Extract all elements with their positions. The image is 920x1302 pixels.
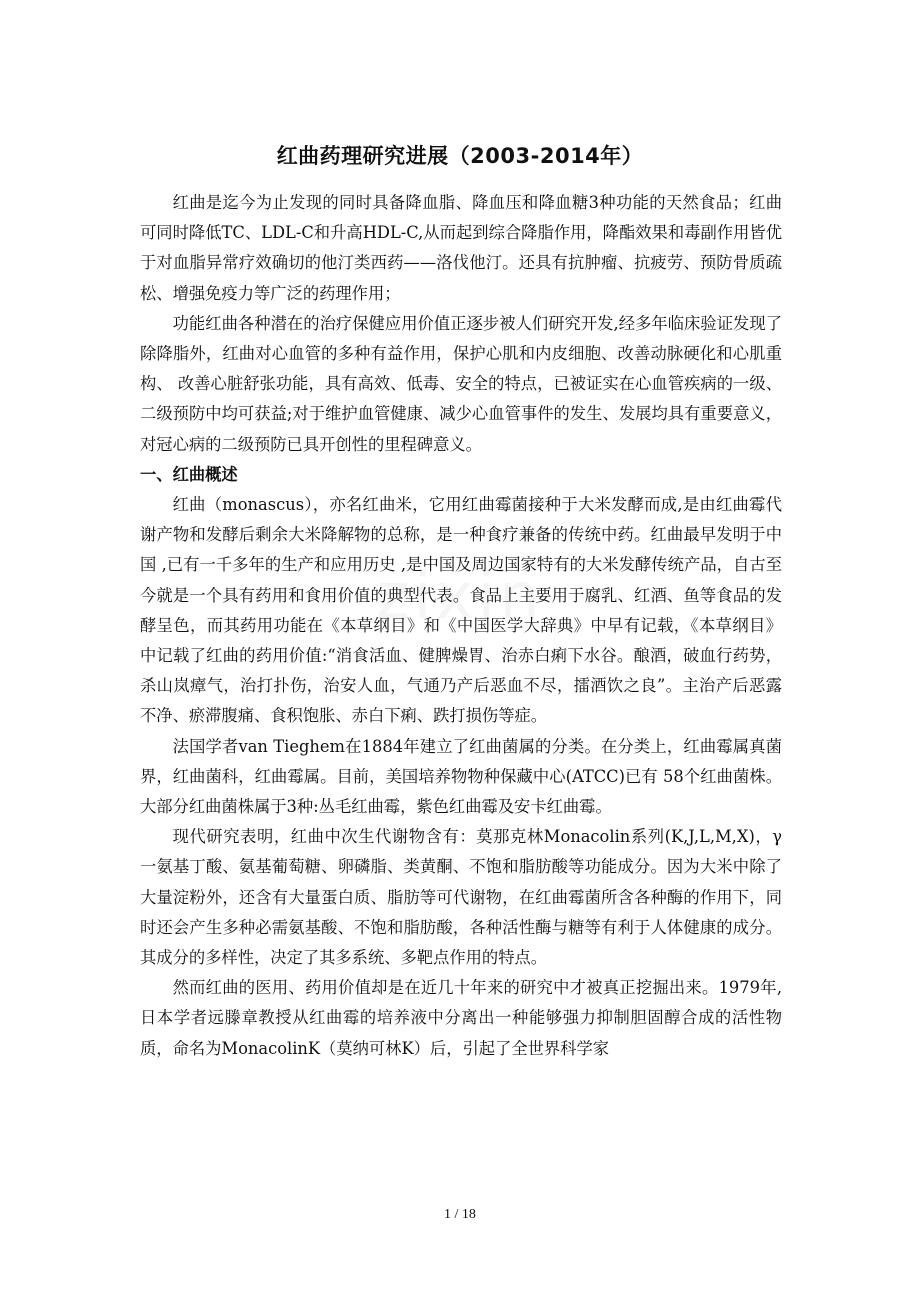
paragraph-intro-2: 功能红曲各种潜在的治疗保健应用价值正逐步被人们研究开发,经多年临床验证发现了除降脂外，红曲对心血管的多种有益作用，保护心肌和内皮细胞、改善动脉硬化和心肌重构、 改善心脏舒张功能，具有高效、低毒、安全的特点，已被证实在心血管疾病的一级、二级预防中均可获益;对于维护血管健康、减少心血管事件的发生、发展均具有重要意义，对冠心病的二级预防已具开创性的里程碑意义。 <box>140 313 782 454</box>
document-title: 红曲药理研究进展（2003-2014年） <box>276 144 644 168</box>
page-number: 1 / 18 <box>444 1207 476 1222</box>
paragraph-section-2: 法国学者van Tieghem在1884年建立了红曲菌属的分类。在分类上，红曲霉属真菌界，红曲菌科，红曲霉属。目前，美国培养物物种保藏中心(ATCC)已有 58个红曲菌株。大部分红曲菌株属于3种:丛毛红曲霉，紫色红曲霉及安卡红曲霉。 <box>140 736 782 817</box>
paragraph-section-4: 然而红曲的医用、药用价值却是在近几十年来的研究中才被真正挖掘出来。1979年,日本学者远滕章教授从红曲霉的培养液中分离出一种能够强力抑制胆固醇合成的活性物质，命名为MonacolinK（莫纳可林K）后，引起了全世界科学家 <box>140 978 782 1058</box>
paragraph-intro-1: 红曲是迄今为止发现的同时具备降血脂、降血压和降血糖3种功能的天然食品；红曲可同时降低TC、LDL-C和升高HDL-C,从而起到综合降脂作用，降酯效果和毒副作用皆优于对血脂异常疗效确切的他汀类西药——洛伐他汀。还具有抗肿瘤、抗疲劳、预防骨质疏松、增强免疫力等广泛的药理作用； <box>140 193 782 303</box>
section-heading: 一、红曲概述 <box>140 464 238 484</box>
paragraph-section-3: 现代研究表明，红曲中次生代谢物含有：莫那克林Monacolin系列(K,J,L,M,X)，γ一氨基丁酸、氨基葡萄糖、卵磷脂、类黄酮、不饱和脂肪酸等功能成分。因为大米中除了大量淀粉外，还含有大量蛋白质、脂肪等可代谢物，在红曲霉菌所含各种酶的作用下，同时还会产生多种必需氨基酸、不饱和脂肪酸，各种活性酶与糖等有利于人体健康的成分。其成分的多样性，决定了其多系统、多靶点作用的特点。 <box>140 827 782 968</box>
document-body <box>140 188 782 1064</box>
paragraph-section-1: 红曲（monascus），亦名红曲米，它用红曲霉菌接种于大米发酵而成,是由红曲霉代谢产物和发酵后剩余大米降解物的总称，是一种食疗兼备的传统中药。红曲最早发明于中国 ,已有一千多年的生产和应用历史 ,是中国及周边国家特有的大米发酵传统产品，自古至今就是一个具有药用和食用价值的典型代表。食品上主要用于腐乳、红酒、鱼等食品的发酵呈色，而其药用功能在《本草纲目》和《中国医学大辞典》中早有记载，《本草纲目》中记载了红曲的药用价值:“消食活血、健脾燥胃、治赤白痢下水谷。酿酒，破血行药势，杀山岚瘴气，治打扑伤，治安人血，气通乃产后恶血不尽，擂酒饮之良”。主治产后恶露不净、瘀滞腹痛、食积饱胀、赤白下痢、跌打损伤等症。 <box>140 495 782 726</box>
